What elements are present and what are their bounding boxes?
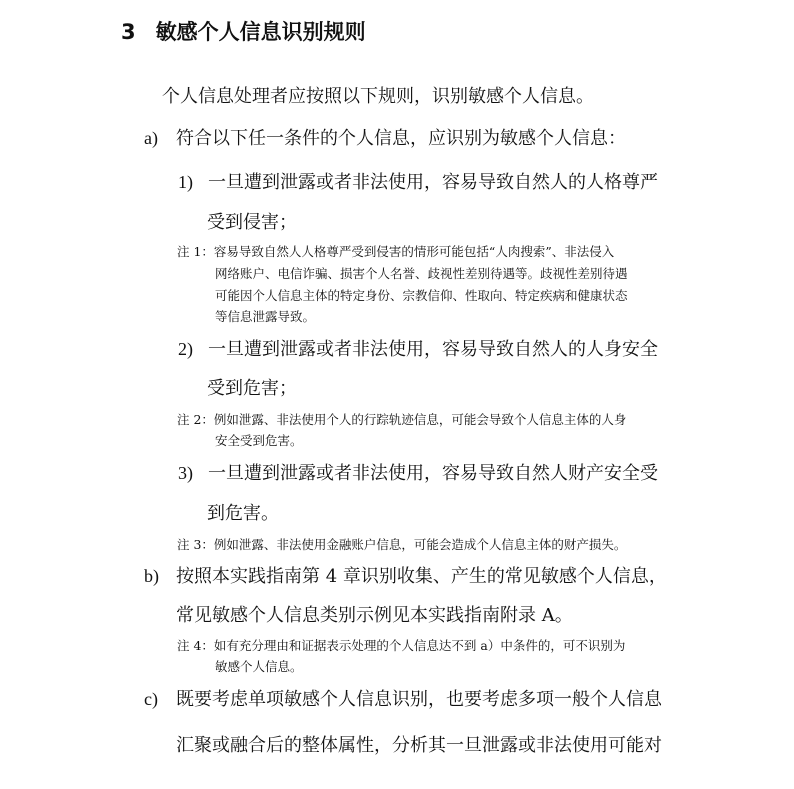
list-item-c-line-2: 汇聚或融合后的整体属性，分析其一旦泄露或非法使用可能对 <box>176 735 662 756</box>
item-marker: a) <box>144 128 158 148</box>
note-2-line-1: 注 2：例如泄露、非法使用个人的行踪轨迹信息，可能会导致个人信息主体的人身 <box>177 412 627 427</box>
list-item-c-line-1 <box>144 690 662 709</box>
sub-item-3-line-2: 到危害。 <box>207 503 279 524</box>
note-1-line-1: 注 1：容易导致自然人人格尊严受到侵害的情形可能包括“人肉搜索”、非法侵入 <box>177 244 615 259</box>
sub-item-3-line-1 <box>178 464 658 483</box>
note-1-line-2: 网络账户、电信诈骗、损害个人名誉、歧视性差别待遇等。歧视性差别待遇 <box>215 266 628 281</box>
sub-item-1-line-2: 受到侵害； <box>207 212 297 233</box>
item-marker: b) <box>144 566 159 586</box>
sub-item-marker: 3) <box>178 463 193 483</box>
item-marker: c) <box>144 689 158 709</box>
note-4-line-1: 注 4：如有充分理由和证据表示处理的个人信息达不到 a）中条件的，可不识别为 <box>177 638 626 653</box>
list-item-a <box>144 129 626 148</box>
sub-item-1-line-1 <box>178 173 658 192</box>
item-text: 按照本实践指南第 4 章识别收集、产生的常见敏感个人信息， <box>176 566 667 587</box>
sub-item-text: 一旦遭到泄露或者非法使用，容易导致自然人的人格尊严 <box>208 172 658 193</box>
section-title: 敏感个人信息识别规则 <box>155 20 366 44</box>
sub-item-text: 一旦遭到泄露或者非法使用，容易导致自然人的人身安全 <box>208 339 658 360</box>
sub-item-marker: 2) <box>178 339 193 359</box>
list-item-b-line-2: 常见敏感个人信息类别示例见本实践指南附录 A。 <box>176 605 573 626</box>
item-text: 符合以下任一条件的个人信息，应识别为敏感个人信息： <box>176 128 626 149</box>
note-2-line-2: 安全受到危害。 <box>215 433 303 448</box>
sub-item-2-line-2: 受到危害； <box>207 378 297 399</box>
note-3-line-1: 注 3：例如泄露、非法使用金融账户信息，可能会造成个人信息主体的财产损失。 <box>177 537 627 552</box>
item-text: 既要考虑单项敏感个人信息识别，也要考虑多项一般个人信息 <box>176 689 662 710</box>
list-item-b-line-1 <box>144 567 667 586</box>
sub-item-marker: 1) <box>178 172 193 192</box>
sub-item-2-line-1 <box>178 340 658 359</box>
note-1-line-3: 可能因个人信息主体的特定身份、宗教信仰、性取向、特定疾病和健康状态 <box>215 288 628 303</box>
sub-item-text: 一旦遭到泄露或者非法使用，容易导致自然人财产安全受 <box>208 463 658 484</box>
note-4-line-2: 敏感个人信息。 <box>215 659 303 674</box>
section-heading <box>121 22 366 43</box>
note-1-line-4: 等信息泄露导致。 <box>215 309 316 324</box>
intro-paragraph: 个人信息处理者应按照以下规则，识别敏感个人信息。 <box>162 86 594 107</box>
section-number: 3 <box>121 20 136 44</box>
